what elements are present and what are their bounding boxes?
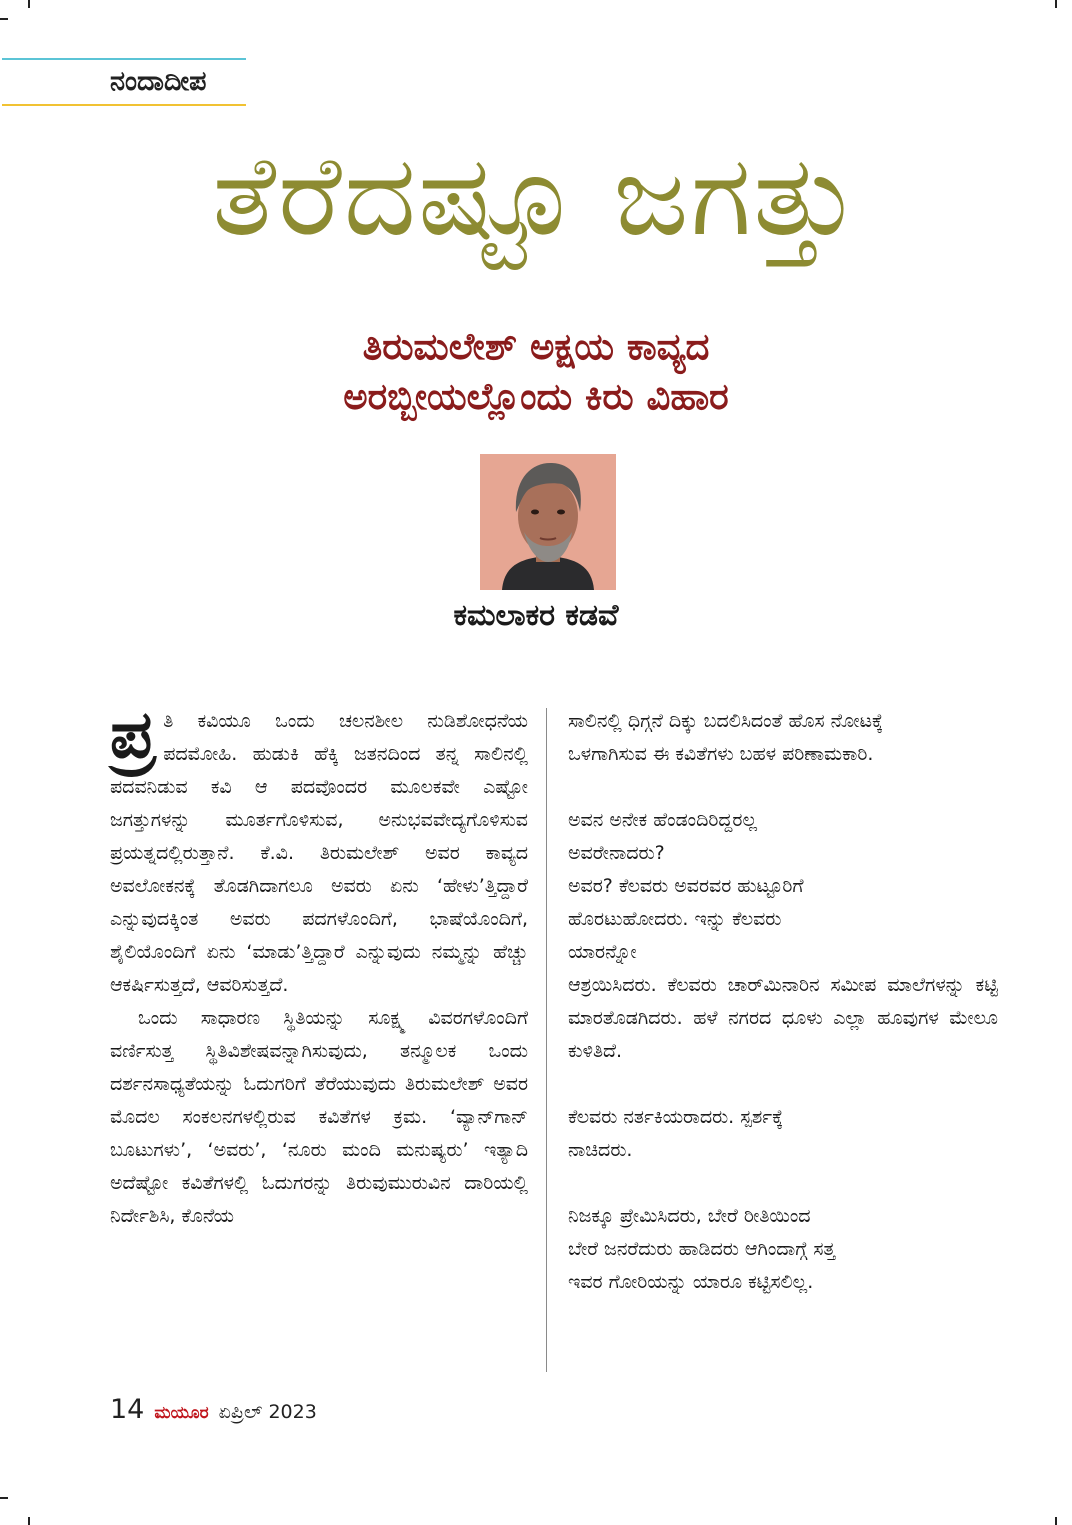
- crop-mark: [28, 0, 30, 8]
- paragraph-1: [110, 696, 528, 1002]
- article-title: ತೆರೆದಷ್ಟೂ ಜಗತ್ತು: [212, 131, 860, 261]
- poem-line: ಬೇರೆ ಜನರೆದುರು ಹಾಡಿದರು ಆಗಿಂದಾಗ್ಗೆ ಸತ್ತ: [568, 1238, 836, 1260]
- author-name: ಕಮಲಾಕರ ಕಡವೆ: [453, 598, 619, 633]
- page-footer: [110, 1394, 317, 1425]
- section-bottom-rule: [2, 104, 246, 106]
- article-subtitle-line2: ಅರಬ್ಬೀಯಲ್ಲೊಂದು ಕಿರು ವಿಹಾರ: [343, 375, 729, 418]
- poem-line: ಹೊರಟುಹೋದರು. ಇನ್ನು ಕೆಲವರು: [568, 908, 782, 930]
- issue-date: ಏಪ್ರಿಲ್ 2023: [218, 1401, 317, 1423]
- poem-line: ಯಾರನ್ನೋ: [568, 941, 637, 963]
- section-top-rule: [2, 58, 246, 60]
- author-photo: [480, 454, 616, 590]
- magazine-name: ಮಯೂರ: [154, 1403, 209, 1423]
- poem-line: ಕೆಲವರು ನರ್ತಕಿಯರಾದರು. ಸ್ಪರ್ಶಕ್ಕೆ: [568, 1106, 784, 1128]
- paragraph-3-line1: ಸಾಲಿನಲ್ಲಿ ಧಿಗ್ಗನೆ ದಿಕ್ಕು ಬದಲಿಸಿದಂತೆ ಹೊಸ ನೋಟಕ್ಕೆ: [568, 710, 884, 732]
- poem-line: ಇವರ ಗೋರಿಯನ್ನು ಯಾರೂ ಕಟ್ಟಿಸಲಿಲ್ಲ.: [568, 1271, 814, 1293]
- paragraph-1-text: ತಿ ಕವಿಯೂ ಒಂದು ಚಲನಶೀಲ ನುಡಿಶೋಧನೆಯ ಪದಮೋಹಿ. ಹುಡುಕಿ ಹೆಕ್ಕಿ ಜತನದಿಂದ ತನ್ನ ಸಾಲಿನಲ್ಲಿ ಪದವನಿಡುವ ಕವಿ ಆ ಪದವೊಂದರ ಮೂಲಕವೇ ಎಷ್ಟೋ ಜಗತ್ತುಗಳನ್ನು ಮೂರ್ತಗೊಳಿಸುವ, ಅನುಭವವೇದ್ಯಗೊಳಿಸುವ ಪ್ರಯತ್ನದಲ್ಲಿರುತ್ತಾನೆ. ಕೆ.ವಿ. ತಿರುಮಲೇಶ್ ಅವರ ಕಾವ್ಯದ ಅವಲೋಕನಕ್ಕೆ ತೊಡಗಿದಾಗಲೂ ಅವರು ಏನು ‘ಹೇಳು’ತ್ತಿದ್ದಾರೆ ಎನ್ನುವುದಕ್ಕಿಂತ ಅವರು ಪದಗಳೊಂದಿಗೆ, ಭಾಷೆಯೊಂದಿಗೆ, ಶೈಲಿಯೊಂದಿಗೆ ಏನು ‘ಮಾಡು’ತ್ತಿದ್ದಾರೆ ಎನ್ನುವುದು ನಮ್ಮನ್ನು ಹೆಚ್ಚು ಆಕರ್ಷಿಸುತ್ತದೆ, ಆವರಿಸುತ್ತದೆ.: [110, 710, 528, 996]
- section-label: ನಂದಾದೀಪ: [110, 66, 207, 97]
- drop-cap: ಪ್ರ: [110, 696, 156, 773]
- page-number: 14: [110, 1394, 145, 1425]
- paragraph-3-line2: ಒಳಗಾಗಿಸುವ ಈ ಕವಿತೆಗಳು ಬಹಳ ಪರಿಣಾಮಕಾರಿ.: [568, 743, 874, 765]
- column-divider: [546, 708, 547, 1372]
- poem-line: ನಿಜಕ್ಕೂ ಪ್ರೇಮಿಸಿದರು, ಬೇರೆ ರೀತಿಯಿಂದ: [568, 1205, 811, 1227]
- crop-mark: [1055, 0, 1057, 8]
- article-column-left: [110, 696, 528, 1233]
- poem-line: ಅವನ ಅನೇಕ ಹೆಂಡಂದಿರಿದ್ದರಲ್ಲ: [568, 809, 758, 831]
- paragraph-2: ಒಂದು ಸಾಧಾರಣ ಸ್ಥಿತಿಯನ್ನು ಸೂಕ್ಷ್ಮ ವಿವರಗಳೊಂದಿಗೆ ವರ್ಣಿಸುತ್ತ ಸ್ಥಿತಿವಿಶೇಷವನ್ನಾಗಿಸುವುದು, ತನ್ಮೂಲಕ ಒಂದು ದರ್ಶನಸಾಧ್ಯತೆಯನ್ನು ಓದುಗರಿಗೆ ತೆರೆಯುವುದು ತಿರುಮಲೇಶ್ ಅವರ ಮೊದಲ ಸಂಕಲನಗಳಲ್ಲಿರುವ ಕವಿತೆಗಳ ಕ್ರಮ. ‘ವ್ಯಾನ್‌ಗಾನ್ ಬೂಟುಗಳು’, ‘ಅವರು’, ‘ನೂರು ಮಂದಿ ಮನುಷ್ಯರು’ ಇತ್ಯಾದಿ ಅದೆಷ್ಟೋ ಕವಿತೆಗಳಲ್ಲಿ ಓದುಗರನ್ನು ತಿರುವುಮುರುವಿನ ದಾರಿಯಲ್ಲಿ ನಿರ್ದೇಶಿಸಿ, ಕೊನೆಯ: [110, 1007, 528, 1227]
- poem-line: ನಾಚಿದರು.: [568, 1139, 633, 1161]
- poem-line: ಅವರೇನಾದರು?: [568, 842, 665, 864]
- poem-stanza-tail: ಆಶ್ರಯಿಸಿದರು. ಕೆಲವರು ಚಾರ್‌ಮಿನಾರಿನ ಸಮೀಪ ಮಾಲೆಗಳನ್ನು ಕಟ್ಟಿ ಮಾರತೊಡಗಿದರು. ಹಳೆ ನಗರದ ಧೂಳು ಎಲ್ಲಾ ಹೂವುಗಳ ಮೇಲೂ ಕುಳಿತಿದೆ.: [568, 974, 998, 1062]
- crop-mark: [28, 1517, 30, 1525]
- poem-line: ಅವರ? ಕೆಲವರು ಅವರವರ ಹುಟ್ಟೂರಿಗೆ: [568, 875, 804, 897]
- crop-mark: [0, 1497, 8, 1499]
- crop-mark: [1055, 1517, 1057, 1525]
- article-subtitle-line1: ತಿರುಮಲೇಶ್ ಅಕ್ಷಯ ಕಾವ್ಯದ: [362, 325, 710, 368]
- crop-mark: [0, 18, 8, 20]
- article-column-right: [568, 705, 998, 1299]
